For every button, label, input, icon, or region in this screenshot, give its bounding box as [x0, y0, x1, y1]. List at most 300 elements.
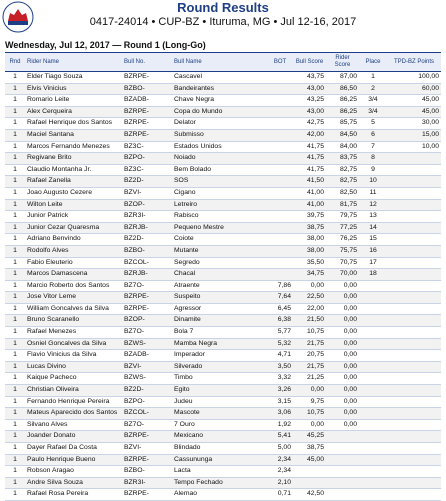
bull-score-cell: 38,75 [293, 222, 326, 234]
bull-no-cell: BZWS- [122, 373, 172, 385]
rider-score-cell: 0,00 [326, 280, 359, 292]
rider-name-cell: William Goncalves da Silva [25, 303, 122, 315]
place-cell [359, 489, 387, 501]
rnd-cell: 1 [5, 327, 25, 339]
table-row [5, 95, 441, 107]
bull-score-cell: 42,00 [293, 129, 326, 141]
bull-score-cell: 22,00 [293, 303, 326, 315]
bull-score-cell: 38,00 [293, 245, 326, 257]
table-row [5, 245, 441, 257]
bull-no-cell: BZ7O- [122, 280, 172, 292]
bull-name-cell: Atraente [172, 280, 267, 292]
table-row [5, 164, 441, 176]
rider-name-cell: Elvis Vinicius [25, 83, 122, 95]
bull-score-cell: 10,75 [293, 408, 326, 420]
bull-score-cell: 39,75 [293, 211, 326, 223]
rnd-cell: 1 [5, 466, 25, 478]
bull-name-cell: Mascote [172, 408, 267, 420]
bull-score-cell: 0,00 [293, 385, 326, 397]
rider-name-cell: Flavio Vinicius da Silva [25, 350, 122, 362]
bull-name-cell: Bola 7 [172, 327, 267, 339]
bull-no-cell: BZOP- [122, 315, 172, 327]
place-cell: 2 [359, 83, 387, 95]
rider-score-cell: 75,75 [326, 245, 359, 257]
place-cell: 18 [359, 269, 387, 281]
bull-no-cell: BZVI- [122, 187, 172, 199]
bot-cell: 5,41 [267, 431, 293, 443]
rider-name-cell: Regivane Brito [25, 153, 122, 165]
rnd-cell: 1 [5, 350, 25, 362]
bot-cell [267, 245, 293, 257]
bull-no-cell: BZ2D- [122, 234, 172, 246]
rider-score-cell: 0,00 [326, 292, 359, 304]
rnd-cell: 1 [5, 292, 25, 304]
bull-score-cell: 10,75 [293, 327, 326, 339]
rider-name-cell: Claudio Montanha Jr. [25, 164, 122, 176]
rider-name-cell: Lucas Divino [25, 361, 122, 373]
table-row [5, 385, 441, 397]
points-cell [387, 477, 441, 489]
rnd-cell: 1 [5, 106, 25, 118]
rnd-cell: 1 [5, 95, 25, 107]
bot-cell: 5,77 [267, 327, 293, 339]
bull-name-cell: Chacal [172, 269, 267, 281]
place-cell [359, 350, 387, 362]
bot-cell [267, 199, 293, 211]
table-row [5, 431, 441, 443]
rider-name-cell: Junior Cezar Quaresma [25, 222, 122, 234]
bull-score-cell: 41,50 [293, 176, 326, 188]
bot-cell: 3,26 [267, 385, 293, 397]
bull-no-cell: BZ3C- [122, 141, 172, 153]
rider-score-cell: 82,75 [326, 176, 359, 188]
bot-cell [267, 153, 293, 165]
rider-score-cell: 0,00 [326, 303, 359, 315]
table-body [5, 72, 441, 501]
place-cell: 5 [359, 118, 387, 130]
event-subtitle: 0417-24014 • CUP-BZ • Ituruma, MG • Jul 12-16, 2017 [89, 16, 357, 28]
points-cell [387, 257, 441, 269]
table-row [5, 106, 441, 118]
rider-name-cell: Rodolfo Alves [25, 245, 122, 257]
rnd-cell: 1 [5, 338, 25, 350]
bot-cell: 0,71 [267, 489, 293, 501]
rider-name-cell: Dayer Rafael Da Costa [25, 443, 122, 455]
table-row [5, 129, 441, 141]
rider-score-cell: 0,00 [326, 361, 359, 373]
rider-score-cell: 0,00 [326, 408, 359, 420]
rider-name-cell: Rafael Zanella [25, 176, 122, 188]
bull-no-cell: BZRPE- [122, 292, 172, 304]
place-cell: 3/4 [359, 95, 387, 107]
bot-cell [267, 176, 293, 188]
rider-name-cell: Alex Cerqueira [25, 106, 122, 118]
points-cell [387, 385, 441, 397]
table-row [5, 466, 441, 478]
rnd-cell: 1 [5, 408, 25, 420]
rnd-cell: 1 [5, 315, 25, 327]
bull-score-cell: 21,75 [293, 338, 326, 350]
bot-cell [267, 72, 293, 84]
table-row [5, 419, 441, 431]
bull-name-cell: Bandeirantes [172, 83, 267, 95]
points-cell [387, 234, 441, 246]
place-cell [359, 303, 387, 315]
place-cell: 10 [359, 176, 387, 188]
bull-no-cell: BZRPE- [122, 489, 172, 501]
place-cell: 3/4 [359, 106, 387, 118]
bull-score-cell: 35,50 [293, 257, 326, 269]
col-points: TPD-BZ Points [387, 53, 441, 72]
points-cell [387, 303, 441, 315]
place-cell: 6 [359, 129, 387, 141]
place-cell [359, 431, 387, 443]
rider-score-cell: 83,75 [326, 153, 359, 165]
rnd-cell: 1 [5, 199, 25, 211]
rnd-cell: 1 [5, 385, 25, 397]
table-row [5, 280, 441, 292]
place-cell: 13 [359, 211, 387, 223]
bull-no-cell: BZPO- [122, 396, 172, 408]
rider-score-cell: 81,75 [326, 199, 359, 211]
place-cell [359, 292, 387, 304]
results-table [5, 52, 441, 501]
rider-name-cell: Jose Vitor Leme [25, 292, 122, 304]
rider-score-cell: 70,75 [326, 257, 359, 269]
table-row [5, 222, 441, 234]
rnd-cell: 1 [5, 477, 25, 489]
points-cell [387, 292, 441, 304]
points-cell [387, 489, 441, 501]
bot-cell [267, 211, 293, 223]
table-row [5, 477, 441, 489]
rider-name-cell: Romario Leite [25, 95, 122, 107]
bull-name-cell: Submisso [172, 129, 267, 141]
rider-score-cell: 76,25 [326, 234, 359, 246]
rnd-cell: 1 [5, 187, 25, 199]
place-cell [359, 338, 387, 350]
rider-score-cell: 84,50 [326, 129, 359, 141]
rider-score-cell: 0,00 [326, 419, 359, 431]
bull-score-cell: 43,00 [293, 106, 326, 118]
bull-no-cell: BZRJB- [122, 269, 172, 281]
place-cell: 9 [359, 164, 387, 176]
bot-cell: 4,71 [267, 350, 293, 362]
rider-score-cell: 82,75 [326, 164, 359, 176]
bot-cell [267, 83, 293, 95]
bull-name-cell: 7 Ouro [172, 419, 267, 431]
bot-cell [267, 129, 293, 141]
table-header-row [5, 53, 441, 72]
rnd-cell: 1 [5, 129, 25, 141]
bot-cell [267, 222, 293, 234]
table-row [5, 443, 441, 455]
table-row [5, 153, 441, 165]
table-row [5, 454, 441, 466]
bot-cell: 1,92 [267, 419, 293, 431]
rnd-cell: 1 [5, 269, 25, 281]
rider-score-cell: 77,25 [326, 222, 359, 234]
bull-score-cell: 0,00 [293, 419, 326, 431]
table-row [5, 408, 441, 420]
points-cell [387, 327, 441, 339]
points-cell: 10,00 [387, 141, 441, 153]
rnd-cell: 1 [5, 489, 25, 501]
table-row [5, 327, 441, 339]
table-row [5, 257, 441, 269]
bull-name-cell: Coiote [172, 234, 267, 246]
bot-cell: 5,00 [267, 443, 293, 455]
bull-no-cell: BZADB- [122, 95, 172, 107]
rider-score-cell: 0,00 [326, 327, 359, 339]
bull-score-cell: 42,75 [293, 118, 326, 130]
points-cell [387, 315, 441, 327]
col-rider-score: Rider Score [326, 53, 359, 72]
place-cell [359, 419, 387, 431]
bull-score-cell: 43,00 [293, 83, 326, 95]
bull-no-cell: BZ3C- [122, 164, 172, 176]
bull-name-cell: Judeu [172, 396, 267, 408]
bull-name-cell: Delator [172, 118, 267, 130]
bull-score-cell: 43,25 [293, 95, 326, 107]
bot-cell: 3,06 [267, 408, 293, 420]
place-cell: 16 [359, 245, 387, 257]
bull-name-cell: Dinamite [172, 315, 267, 327]
table-row [5, 373, 441, 385]
points-cell [387, 211, 441, 223]
bull-name-cell: Cigano [172, 187, 267, 199]
rnd-cell: 1 [5, 72, 25, 84]
bull-no-cell: BZ2D- [122, 176, 172, 188]
rider-score-cell: 79,75 [326, 211, 359, 223]
bull-score-cell: 43,75 [293, 72, 326, 84]
rider-score-cell: 0,00 [326, 338, 359, 350]
bull-no-cell: BZCOL- [122, 257, 172, 269]
points-cell [387, 153, 441, 165]
bull-name-cell: Estados Unidos [172, 141, 267, 153]
place-cell: 15 [359, 234, 387, 246]
bull-name-cell: Copa do Mundo [172, 106, 267, 118]
bull-score-cell: 42,50 [293, 489, 326, 501]
section-heading: Wednesday, Jul 12, 2017 — Round 1 (Long-Go) [5, 40, 206, 50]
bull-name-cell: Lacta [172, 466, 267, 478]
points-cell [387, 187, 441, 199]
place-cell [359, 396, 387, 408]
rider-score-cell: 0,00 [326, 373, 359, 385]
points-cell [387, 280, 441, 292]
table-row [5, 211, 441, 223]
table-row [5, 269, 441, 281]
bot-cell [267, 234, 293, 246]
rider-name-cell: Robson Aragao [25, 466, 122, 478]
bull-name-cell: Alemao [172, 489, 267, 501]
rider-score-cell: 0,00 [326, 350, 359, 362]
table-row [5, 315, 441, 327]
rider-name-cell: Silvano Alves [25, 419, 122, 431]
bull-no-cell: BZWS- [122, 338, 172, 350]
points-cell [387, 373, 441, 385]
table-row [5, 187, 441, 199]
rider-name-cell: Rafael Menezes [25, 327, 122, 339]
table-row [5, 118, 441, 130]
rider-name-cell: Andre Silva Souza [25, 477, 122, 489]
bull-no-cell: BZ7O- [122, 419, 172, 431]
rider-score-cell [326, 431, 359, 443]
bot-cell [267, 257, 293, 269]
bot-cell: 7,86 [267, 280, 293, 292]
place-cell [359, 408, 387, 420]
bull-name-cell: Tempo Fechado [172, 477, 267, 489]
col-place: Place [359, 53, 387, 72]
bull-score-cell: 41,75 [293, 153, 326, 165]
place-cell: 11 [359, 187, 387, 199]
bull-name-cell: Noiado [172, 153, 267, 165]
points-cell [387, 222, 441, 234]
bot-cell [267, 187, 293, 199]
bull-no-cell: BZRPE- [122, 118, 172, 130]
bull-no-cell: BZBO- [122, 83, 172, 95]
bull-no-cell: BZRPE- [122, 431, 172, 443]
rider-name-cell: Paulo Henrique Bueno [25, 454, 122, 466]
bull-no-cell: BZ2D- [122, 385, 172, 397]
bull-name-cell: Mutante [172, 245, 267, 257]
bull-score-cell: 34,75 [293, 269, 326, 281]
bot-cell [267, 95, 293, 107]
bot-cell: 6,45 [267, 303, 293, 315]
bull-no-cell: BZBO- [122, 245, 172, 257]
bull-score-cell: 22,50 [293, 292, 326, 304]
table-row [5, 234, 441, 246]
rnd-cell: 1 [5, 396, 25, 408]
bot-cell [267, 118, 293, 130]
table-row [5, 72, 441, 84]
points-cell: 45,00 [387, 95, 441, 107]
points-cell [387, 408, 441, 420]
bull-name-cell: Letreiro [172, 199, 267, 211]
rider-name-cell: Marcos Damascena [25, 269, 122, 281]
rider-score-cell: 0,00 [326, 385, 359, 397]
bull-name-cell: Suspeito [172, 292, 267, 304]
rider-name-cell: Junior Patrick [25, 211, 122, 223]
rnd-cell: 1 [5, 361, 25, 373]
rnd-cell: 1 [5, 211, 25, 223]
bull-score-cell: 41,00 [293, 199, 326, 211]
report-title: Round Results [177, 0, 269, 15]
bull-score-cell [293, 477, 326, 489]
points-cell [387, 361, 441, 373]
table-row [5, 292, 441, 304]
points-cell [387, 245, 441, 257]
points-cell [387, 396, 441, 408]
bull-score-cell: 45,25 [293, 431, 326, 443]
rnd-cell: 1 [5, 303, 25, 315]
place-cell [359, 361, 387, 373]
rider-name-cell: Marcio Roberto dos Santos [25, 280, 122, 292]
rider-score-cell [326, 477, 359, 489]
table-row [5, 303, 441, 315]
bull-score-cell: 45,00 [293, 454, 326, 466]
bull-name-cell: SOS [172, 176, 267, 188]
bull-name-cell: Silverado [172, 361, 267, 373]
table-row [5, 338, 441, 350]
place-cell [359, 327, 387, 339]
points-cell: 15,00 [387, 129, 441, 141]
rider-name-cell: Marcos Fernando Menezes [25, 141, 122, 153]
rnd-cell: 1 [5, 431, 25, 443]
bull-name-cell: Imperador [172, 350, 267, 362]
rider-score-cell [326, 489, 359, 501]
table-row [5, 350, 441, 362]
bull-score-cell: 20,75 [293, 350, 326, 362]
place-cell [359, 454, 387, 466]
place-cell [359, 477, 387, 489]
rider-name-cell: Elder Tiago Souza [25, 72, 122, 84]
col-rider-name: Rider Name [25, 53, 122, 72]
col-rnd: Rnd [5, 53, 25, 72]
bull-no-cell: BZVI- [122, 361, 172, 373]
bull-score-cell: 21,25 [293, 373, 326, 385]
place-cell: 1 [359, 72, 387, 84]
points-cell [387, 419, 441, 431]
bull-name-cell: Agressor [172, 303, 267, 315]
rnd-cell: 1 [5, 234, 25, 246]
bull-score-cell: 21,50 [293, 315, 326, 327]
bull-name-cell: Chave Negra [172, 95, 267, 107]
bull-score-cell: 21,75 [293, 361, 326, 373]
rider-name-cell: Fabio Eleuterio [25, 257, 122, 269]
rider-score-cell: 86,25 [326, 106, 359, 118]
points-cell [387, 199, 441, 211]
bull-no-cell: BZRPE- [122, 72, 172, 84]
bot-cell: 6,38 [267, 315, 293, 327]
bot-cell [267, 141, 293, 153]
rider-score-cell: 0,00 [326, 396, 359, 408]
rider-score-cell: 85,75 [326, 118, 359, 130]
col-bot: BOT [267, 53, 293, 72]
place-cell [359, 385, 387, 397]
bull-score-cell: 41,00 [293, 187, 326, 199]
points-cell [387, 164, 441, 176]
place-cell [359, 315, 387, 327]
bull-name-cell: Cascavel [172, 72, 267, 84]
bot-cell: 7,64 [267, 292, 293, 304]
rnd-cell: 1 [5, 454, 25, 466]
rider-name-cell: Rafael Henrique dos Santos [25, 118, 122, 130]
rider-score-cell: 70,00 [326, 269, 359, 281]
bull-score-cell: 9,75 [293, 396, 326, 408]
rider-score-cell [326, 454, 359, 466]
rider-score-cell: 86,50 [326, 83, 359, 95]
rnd-cell: 1 [5, 245, 25, 257]
bull-name-cell: Mexicano [172, 431, 267, 443]
rider-name-cell: Rafael Rosa Pereira [25, 489, 122, 501]
place-cell: 12 [359, 199, 387, 211]
rider-score-cell: 86,25 [326, 95, 359, 107]
rider-name-cell: Bruno Scaranello [25, 315, 122, 327]
report-header [0, 0, 446, 38]
rnd-cell: 1 [5, 419, 25, 431]
bull-no-cell: BZBO- [122, 466, 172, 478]
rnd-cell: 1 [5, 257, 25, 269]
rnd-cell: 1 [5, 118, 25, 130]
points-cell [387, 443, 441, 455]
rider-name-cell: Christian Oliveira [25, 385, 122, 397]
points-cell [387, 454, 441, 466]
rnd-cell: 1 [5, 164, 25, 176]
bull-no-cell: BZRPE- [122, 303, 172, 315]
points-cell [387, 350, 441, 362]
bot-cell: 2,10 [267, 477, 293, 489]
